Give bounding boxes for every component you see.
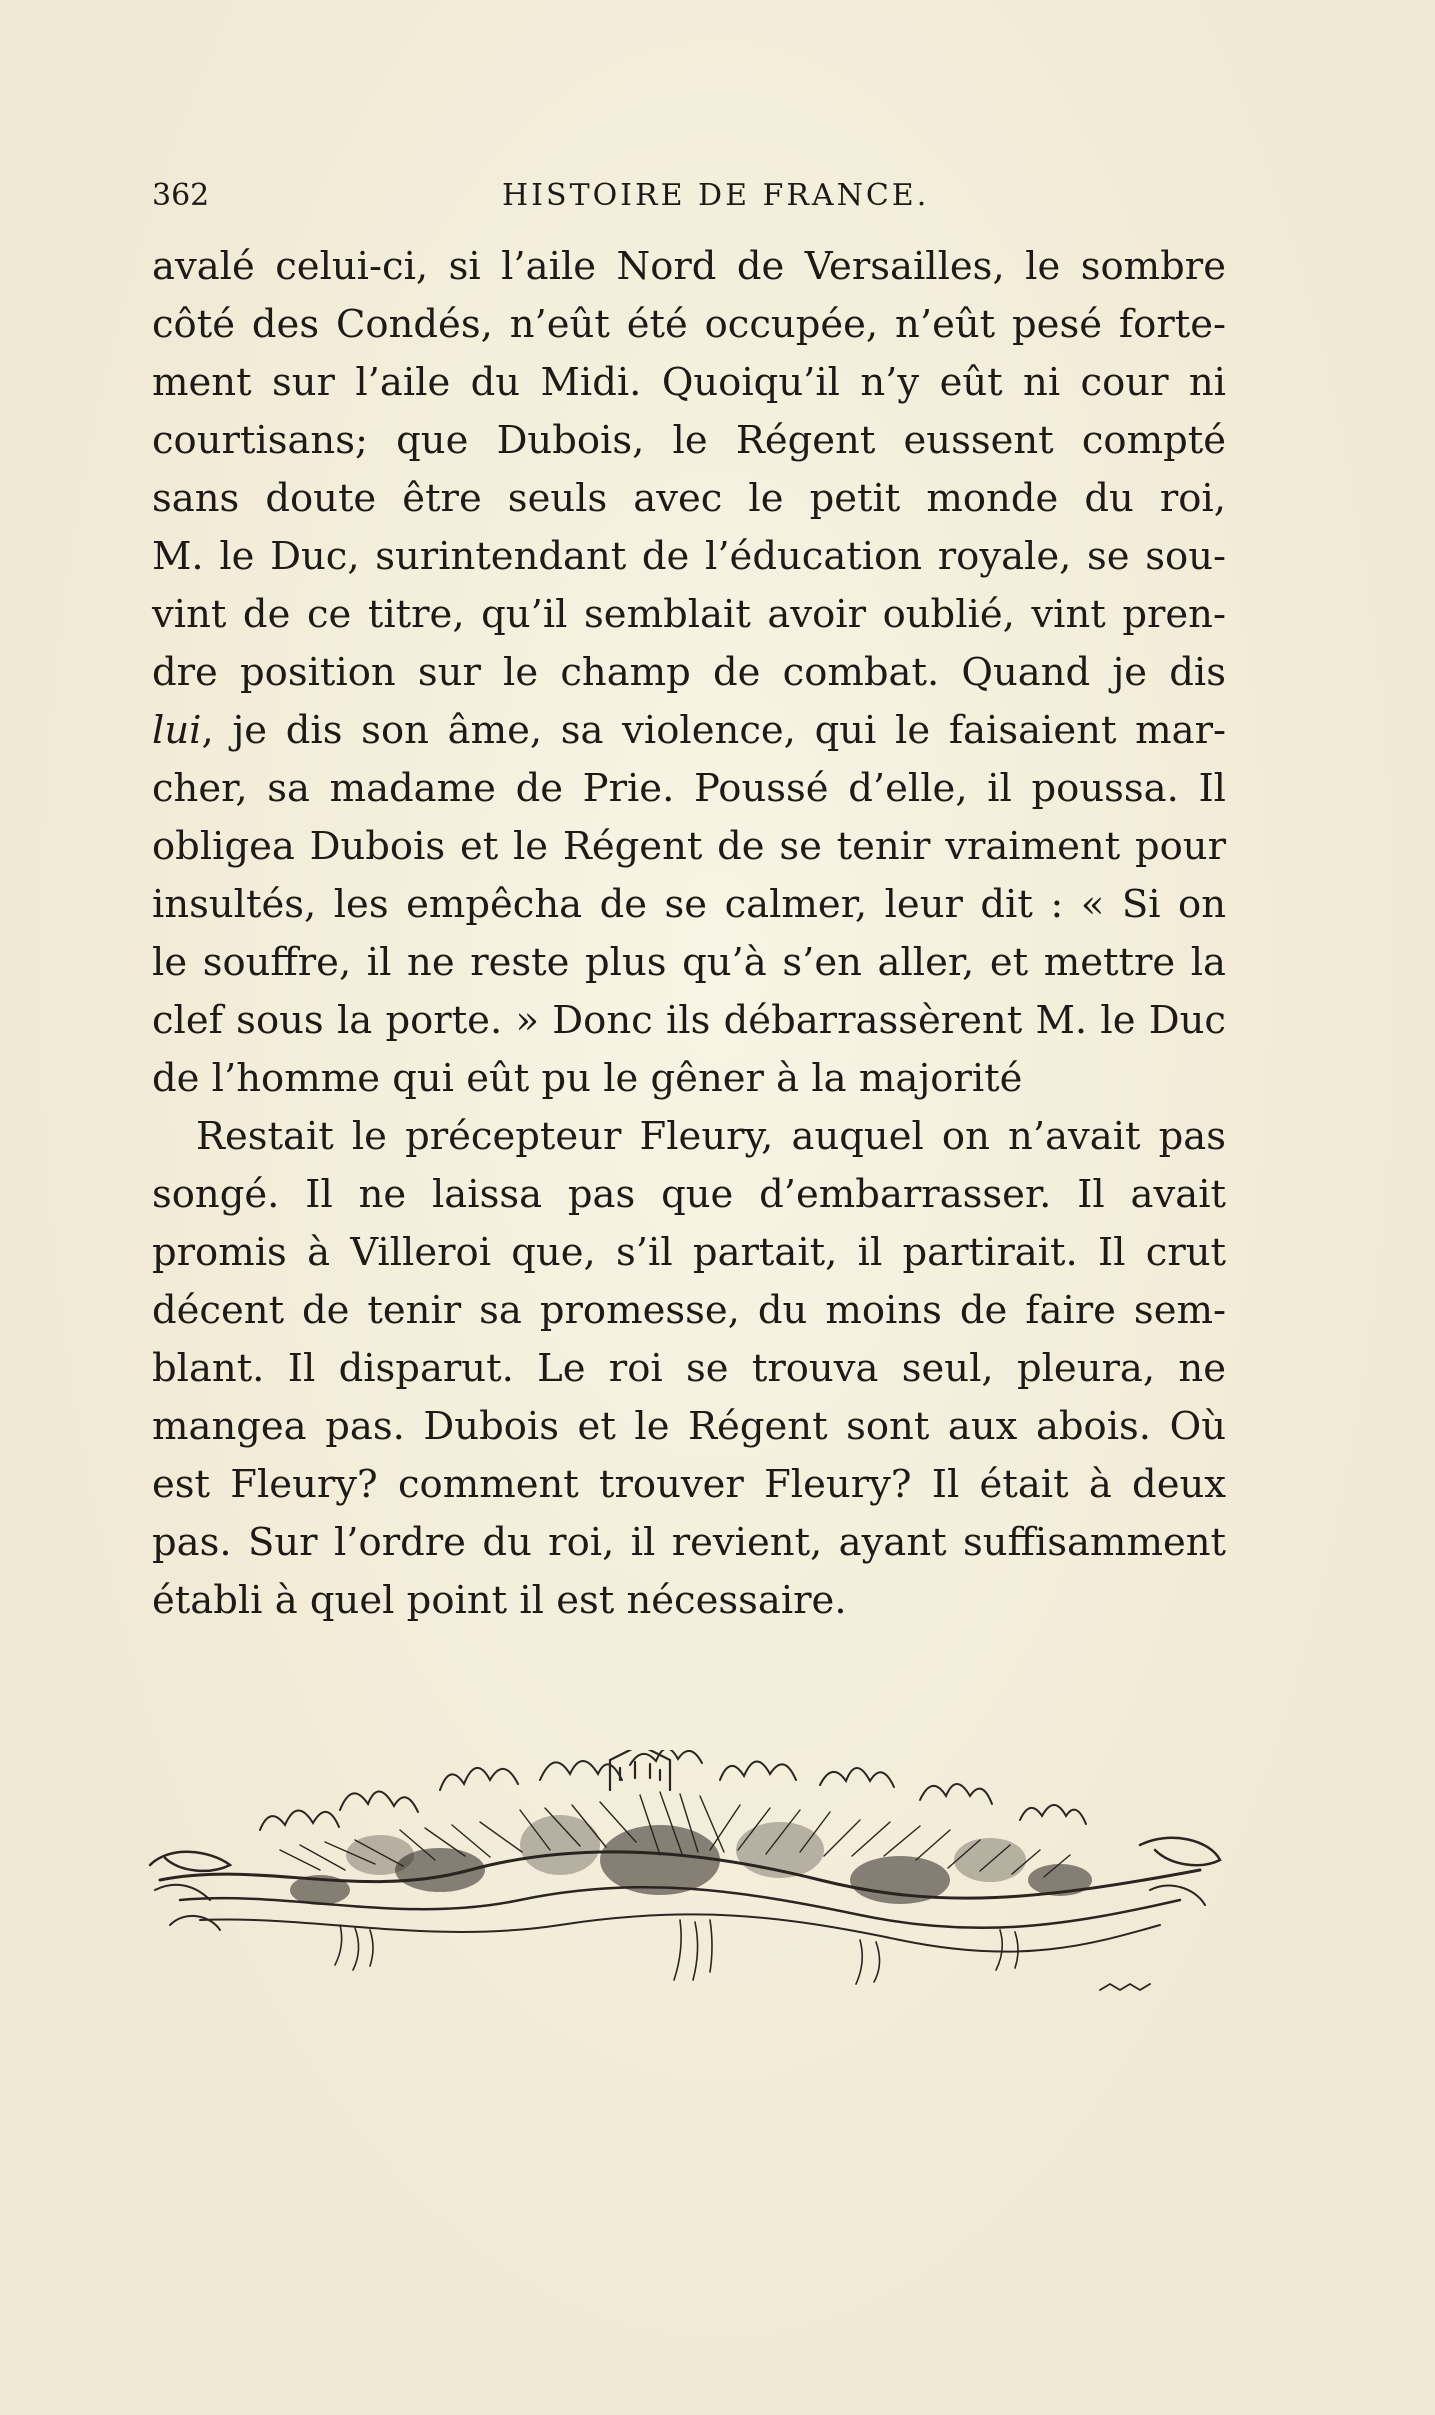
text-line: côté des Condés, n’eût été occupée, n’eût pesé forte- — [152, 302, 1226, 347]
text-line: mangea pas. Dubois et le Régent sont aux abois. Où — [152, 1404, 1226, 1449]
text-line: décent de tenir sa promesse, du moins de faire sem- — [152, 1288, 1226, 1333]
text-line: avalé celui-ci, si l’aile Nord de Versailles, le sombre — [152, 244, 1226, 289]
text-line: ment sur l’aile du Midi. Quoiqu’il n’y eût ni cour ni — [152, 360, 1226, 405]
text-line: établi à quel point il est nécessaire. — [152, 1578, 847, 1623]
text-line: le souffre, il ne reste plus qu’à s’en aller, et mettre la — [152, 940, 1226, 985]
text-line: est Fleury? comment trouver Fleury? Il était à deux — [152, 1462, 1226, 1507]
text-line: vint de ce titre, qu’il semblait avoir oublié, vint pren- — [152, 592, 1226, 637]
text-line: obligea Dubois et le Régent de se tenir vraiment pour — [152, 824, 1226, 869]
text-line-rest: , je dis son âme, sa violence, qui le faisaient mar- — [201, 708, 1226, 753]
text-line: songé. Il ne laissa pas que d’embarrasser. Il avait — [152, 1172, 1226, 1217]
engraved-landscape-vignette-icon — [140, 1750, 1230, 2010]
text-line: M. le Duc, surintendant de l’éducation royale, se sou- — [152, 534, 1226, 579]
text-line: cher, sa madame de Prie. Poussé d’elle, il poussa. Il — [152, 766, 1226, 811]
page-number: 362 — [152, 178, 210, 213]
text-line: promis à Villeroi que, s’il partait, il partirait. Il crut — [152, 1230, 1226, 1275]
text-line: blant. Il disparut. Le roi se trouva seul, pleura, ne — [152, 1346, 1226, 1391]
text-line: de l’homme qui eût pu le gêner à la majorité — [152, 1056, 1023, 1101]
running-head — [152, 178, 1232, 218]
text-line: dre position sur le champ de combat. Quand je dis — [152, 650, 1226, 695]
running-title: HISTOIRE DE FRANCE. — [502, 178, 930, 213]
text-line: Restait le précepteur Fleury, auquel on n’avait pas — [196, 1114, 1226, 1159]
text-line: courtisans; que Dubois, le Régent eussent compté — [152, 418, 1226, 463]
text-line: clef sous la porte. » Donc ils débarrassèrent M. le Duc — [152, 998, 1226, 1043]
text-line-with-italic — [152, 702, 1226, 760]
text-block — [152, 238, 1226, 1630]
paragraph-2 — [152, 1108, 1226, 1630]
text-line: sans doute être seuls avec le petit monde du roi, — [152, 476, 1226, 521]
italic-word: lui — [152, 708, 202, 753]
text-line: insultés, les empêcha de se calmer, leur dit : « Si on — [152, 882, 1226, 927]
text-line: pas. Sur l’ordre du roi, il revient, ayant suffisamment — [152, 1520, 1226, 1565]
paragraph-1 — [152, 238, 1226, 1108]
